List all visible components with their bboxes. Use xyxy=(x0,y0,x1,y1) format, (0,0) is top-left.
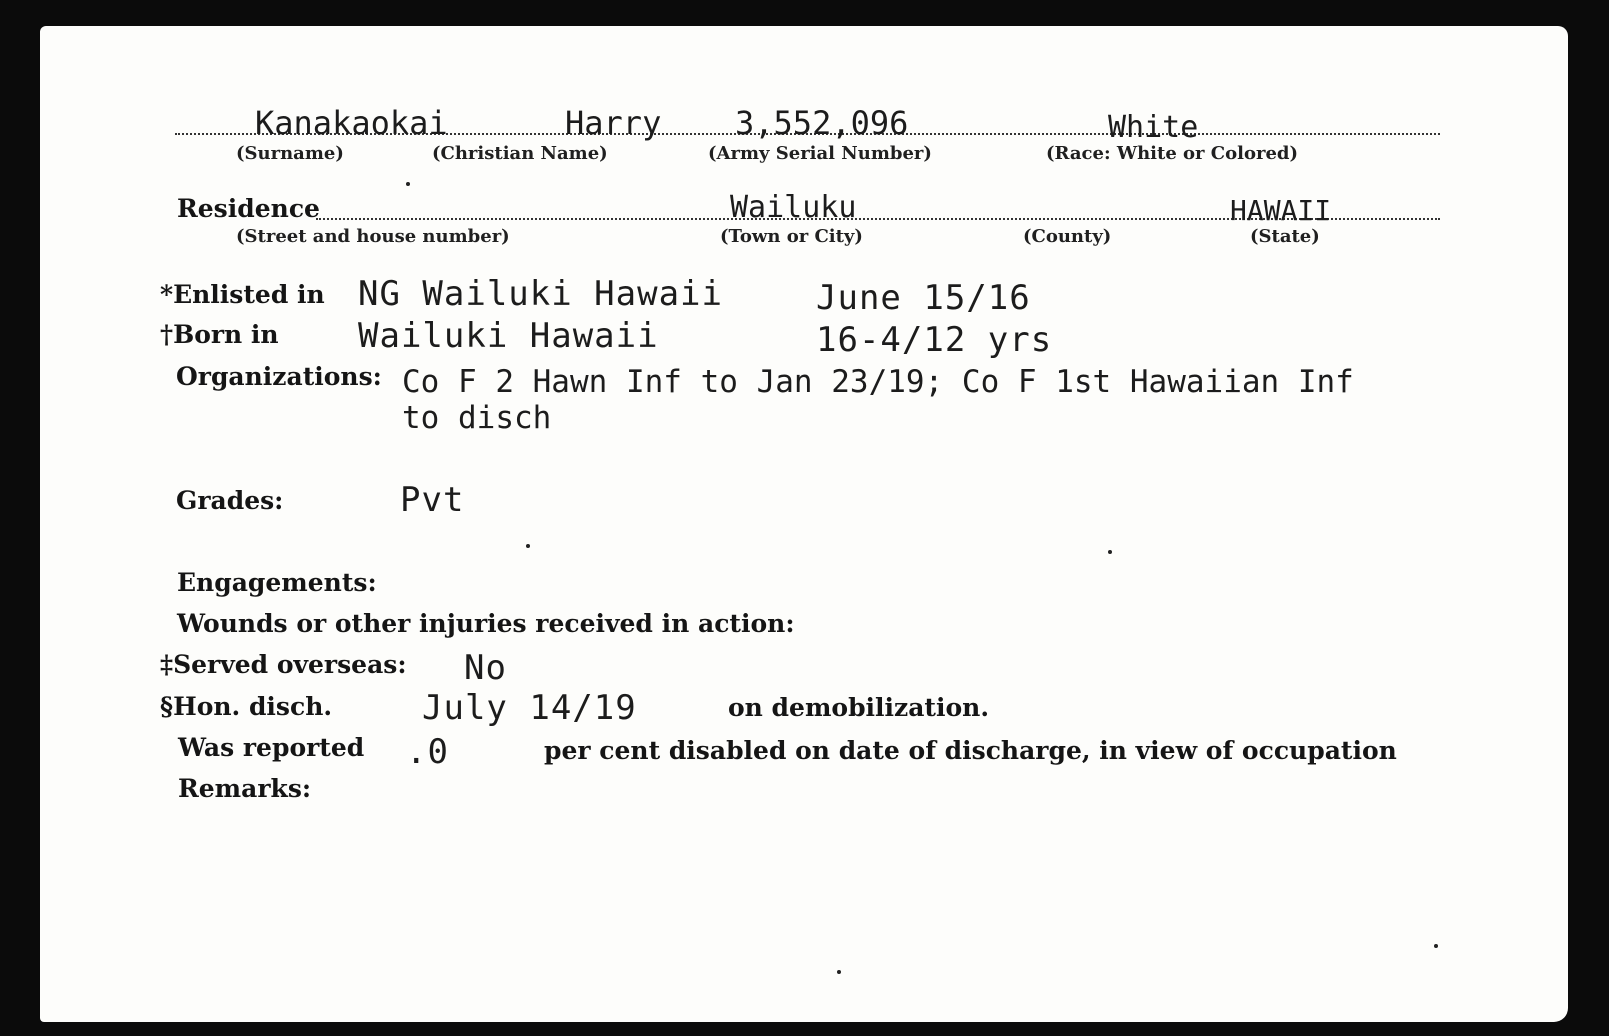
residence-state-value: HAWAII xyxy=(1230,194,1332,227)
born-age-value: 16-4/12 yrs xyxy=(816,320,1053,360)
discharge-label: §Hon. disch. xyxy=(160,692,333,721)
enlisted-label: *Enlisted in xyxy=(160,280,325,309)
enlisted-place-value: NG Wailuki Hawaii xyxy=(358,274,723,314)
engagements-label: Engagements: xyxy=(177,568,377,597)
serial-number-value: 3,552,096 xyxy=(735,104,909,142)
born-label: †Born in xyxy=(160,320,279,349)
residence-town-value: Wailuku xyxy=(730,190,857,225)
county-caption: (County) xyxy=(1023,226,1112,247)
organizations-label: Organizations: xyxy=(176,362,382,391)
born-place-value: Wailuki Hawaii xyxy=(358,316,659,356)
overseas-value: No xyxy=(464,648,507,688)
discharge-suffix: on demobilization. xyxy=(728,693,990,722)
ink-speck xyxy=(526,544,530,548)
surname-value: Kanakaokai xyxy=(255,104,448,142)
serial-number-caption: (Army Serial Number) xyxy=(708,143,932,164)
enlisted-date-value: June 15/16 xyxy=(816,278,1031,318)
town-caption: (Town or City) xyxy=(720,226,863,247)
remarks-label: Remarks: xyxy=(178,774,312,803)
ink-speck xyxy=(1108,550,1112,554)
disability-label: Was reported xyxy=(178,733,365,762)
organizations-line-1: Co F 2 Hawn Inf to Jan 23/19; Co F 1st Hawaiian Inf xyxy=(402,364,1354,400)
christian-name-value: Harry xyxy=(565,104,662,142)
wounds-label: Wounds or other injuries received in action: xyxy=(177,609,795,638)
disability-value: .0 xyxy=(406,732,449,772)
disability-suffix: per cent disabled on date of discharge, in view of occupation xyxy=(544,736,1397,765)
street-caption: (Street and house number) xyxy=(236,226,510,247)
christian-name-caption: (Christian Name) xyxy=(432,143,608,164)
state-caption: (State) xyxy=(1250,226,1320,247)
race-caption: (Race: White or Colored) xyxy=(1046,143,1299,164)
service-record-card xyxy=(40,26,1568,1022)
grades-value: Pvt xyxy=(400,480,465,520)
race-value: White xyxy=(1108,110,1199,145)
ink-speck xyxy=(1434,944,1438,948)
residence-label: Residence xyxy=(177,194,320,223)
overseas-label: ‡Served overseas: xyxy=(160,650,407,679)
organizations-line-2: to disch xyxy=(402,400,552,436)
discharge-date-value: July 14/19 xyxy=(422,688,637,728)
ink-speck xyxy=(837,970,841,974)
surname-caption: (Surname) xyxy=(236,143,344,164)
grades-label: Grades: xyxy=(176,486,284,515)
ink-speck xyxy=(406,182,410,186)
